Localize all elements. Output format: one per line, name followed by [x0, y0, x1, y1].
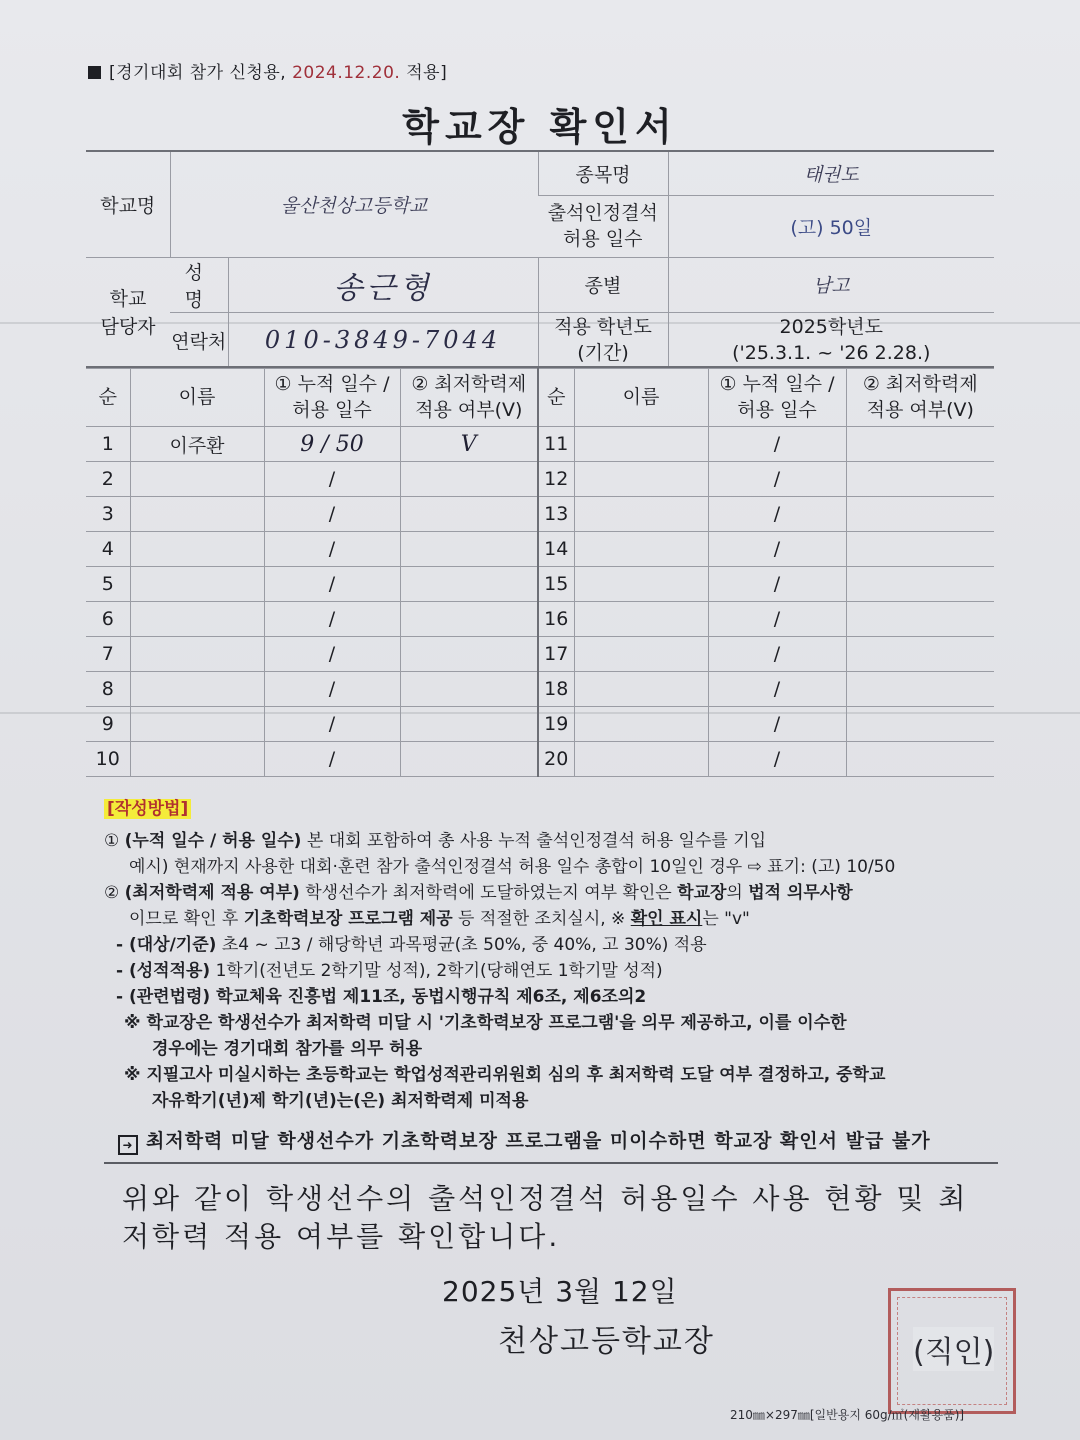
instruction-line: ※ 지필고사 미실시하는 초등학교는 학업성적관리위원회 심의 후 최저학력 도달 여부 결정하고, 중학교 — [124, 1065, 886, 1085]
row-days: / — [708, 532, 846, 567]
instruction-bold: 법적 의무사항 — [748, 883, 853, 903]
row-check — [846, 672, 994, 707]
row-days: / — [708, 672, 846, 707]
row-no: 20 — [538, 742, 574, 777]
absence-label-line2: 허용 일수 — [563, 228, 643, 250]
instruction-text: 이므로 확인 후 — [129, 909, 244, 929]
row-days: / — [264, 567, 400, 602]
row-days: 9 / 50 — [264, 427, 400, 462]
row-days: / — [264, 462, 400, 497]
row-check — [400, 602, 538, 637]
sport-value: 태권도 — [668, 151, 994, 195]
paper-spec: 210㎜×297㎜[일반용지 60g/㎡(재활용품)] — [730, 1408, 965, 1422]
year-label-line1: 적용 학년도 — [554, 316, 652, 338]
row-no: 15 — [538, 567, 574, 602]
absence-value: (고) 50일 — [668, 195, 994, 257]
row-name — [130, 532, 264, 567]
instruction-bold: 확인 표시 — [630, 909, 703, 929]
row-days: / — [708, 637, 846, 672]
absence-label-line1: 출석인정결석 — [547, 202, 658, 224]
name-label: 성 명 — [170, 257, 228, 312]
contact-value: 010-3849-7044 — [228, 312, 538, 368]
school-label: 학교명 — [86, 151, 170, 257]
row-name — [574, 672, 708, 707]
row-no: 9 — [86, 707, 130, 742]
table-row — [86, 742, 994, 777]
row-no: 3 — [86, 497, 130, 532]
col-days — [264, 367, 400, 427]
row-no: 5 — [86, 567, 130, 602]
manager-label-line1: 학교 — [109, 287, 147, 310]
info-table — [86, 150, 994, 369]
instruction-text: 1학기(전년도 2학기말 성적), 2학기(당해연도 1학기말 성적) — [210, 961, 663, 981]
table-row — [86, 707, 994, 742]
table-header — [86, 367, 994, 427]
instructions — [104, 796, 1004, 1114]
square-bullet-icon — [88, 66, 101, 79]
instruction-num: ① — [104, 831, 120, 851]
instruction-line: 예시) 현재까지 사용한 대회·훈련 참가 출석인정결석 허용 일수 총합이 10일인 경우 ⇨ 표기: (고) 10/50 — [129, 857, 896, 877]
row-check — [846, 567, 994, 602]
row-name — [130, 497, 264, 532]
row-check — [400, 672, 538, 707]
instruction-line — [104, 880, 1004, 906]
instruction-bold: - (대상/기준) — [116, 935, 217, 955]
row-no: 13 — [538, 497, 574, 532]
arrow-box-icon: ➜ — [118, 1135, 138, 1155]
row-check — [846, 462, 994, 497]
seal-label: (직인) — [913, 1327, 994, 1371]
instruction-bold: (누적 일수 / 허용 일수) — [124, 831, 302, 851]
col-no: 순 — [538, 367, 574, 427]
instruction-line: 자유학기(년)제 학기(년)는(은) 최저학력제 미적용 — [152, 1091, 529, 1111]
col-min-line1: ② 최저학력제 — [862, 373, 978, 395]
row-no: 10 — [86, 742, 130, 777]
instruction-bold: - (성적적용) — [116, 961, 211, 981]
row-no: 4 — [86, 532, 130, 567]
sport-label: 종목명 — [538, 151, 668, 195]
year-value-line2: ('25.3.1. ~ '26 2.28.) — [732, 342, 931, 364]
row-check — [400, 532, 538, 567]
col-min — [400, 367, 538, 427]
instruction-bold: (최저학력제 적용 여부) — [124, 883, 300, 903]
instructions-heading: [작성방법] — [104, 799, 191, 819]
row-check — [400, 707, 538, 742]
col-min-line2: 적용 여부(V) — [415, 399, 523, 421]
row-name — [574, 427, 708, 462]
instruction-text: 본 대회 포함하여 총 사용 누적 출석인정결석 허용 일수를 기입 — [301, 831, 767, 851]
contact-label: 연락처 — [170, 312, 228, 368]
row-no: 1 — [86, 427, 130, 462]
warning-note — [118, 1126, 931, 1155]
instruction-num: ② — [104, 883, 120, 903]
row-check — [400, 637, 538, 672]
row-days: / — [708, 707, 846, 742]
instruction-bold: 기초학력보장 프로그램 제공 — [243, 909, 453, 929]
header-note — [88, 58, 447, 83]
row-name — [130, 602, 264, 637]
type-value: 남고 — [668, 257, 994, 312]
instruction-line: ※ 학교장은 학생선수가 최저학력 미달 시 '기초학력보장 프로그램'을 의무 제공하고, 이를 이수한 — [124, 1013, 847, 1033]
col-min-line2: 적용 여부(V) — [866, 399, 974, 421]
header-note-date: 2024.12.20. — [292, 63, 401, 83]
row-no: 12 — [538, 462, 574, 497]
row-name — [574, 602, 708, 637]
athlete-table — [86, 366, 994, 777]
instruction-text: 는 "v" — [702, 909, 750, 929]
instruction-line: 경우에는 경기대회 참가를 의무 허용 — [152, 1039, 423, 1059]
row-days: / — [708, 427, 846, 462]
row-no: 18 — [538, 672, 574, 707]
col-days-line1: ① 누적 일수 / — [274, 373, 390, 395]
instruction-text: 등 적절한 조치실시, ※ — [452, 909, 631, 929]
row-check — [400, 567, 538, 602]
col-days-line2: 허용 일수 — [292, 399, 372, 421]
col-days-line2: 허용 일수 — [737, 399, 817, 421]
instruction-line: - (관련법령) 학교체육 진흥법 제11조, 동법시행규칙 제6조, 제6조의2 — [116, 987, 647, 1007]
row-days: / — [264, 742, 400, 777]
col-no: 순 — [86, 367, 130, 427]
year-value — [668, 312, 994, 368]
header-note-suffix: 적용] — [406, 63, 448, 83]
row-name — [130, 567, 264, 602]
row-name — [574, 497, 708, 532]
row-check — [400, 742, 538, 777]
table-row — [86, 567, 994, 602]
row-name — [574, 707, 708, 742]
row-check: V — [400, 427, 538, 462]
row-days: / — [264, 602, 400, 637]
warning-text: 최저학력 미달 학생선수가 기초학력보장 프로그램을 미이수하면 학교장 확인서 발급 불가 — [146, 1130, 931, 1152]
row-no: 8 — [86, 672, 130, 707]
instruction-line — [104, 958, 1004, 984]
row-no: 14 — [538, 532, 574, 567]
row-days: / — [708, 602, 846, 637]
col-min-line1: ② 최저학력제 — [411, 373, 527, 395]
row-check — [400, 497, 538, 532]
table-body — [86, 427, 994, 777]
principal-name: 천상고등학교장 — [498, 1324, 715, 1359]
row-no: 6 — [86, 602, 130, 637]
col-min — [846, 367, 994, 427]
row-name — [130, 637, 264, 672]
row-days: / — [264, 637, 400, 672]
school-value: 울산천상고등학교 — [170, 151, 538, 257]
row-check — [846, 637, 994, 672]
row-check — [400, 462, 538, 497]
table-row — [86, 462, 994, 497]
row-name: 이주환 — [130, 427, 264, 462]
instruction-line — [104, 828, 1004, 854]
absence-label — [538, 195, 668, 257]
row-days: / — [264, 497, 400, 532]
row-check — [846, 532, 994, 567]
col-days — [708, 367, 846, 427]
sign-date: 2025년 3월 12일 — [442, 1275, 678, 1308]
row-days: / — [264, 707, 400, 742]
table-row — [86, 637, 994, 672]
col-days-line1: ① 누적 일수 / — [719, 373, 835, 395]
row-check — [846, 742, 994, 777]
row-name — [574, 637, 708, 672]
table-row — [86, 427, 994, 462]
row-no: 16 — [538, 602, 574, 637]
table-row — [86, 497, 994, 532]
row-days: / — [264, 672, 400, 707]
row-no: 17 — [538, 637, 574, 672]
row-no: 7 — [86, 637, 130, 672]
row-check — [846, 707, 994, 742]
row-days: / — [708, 742, 846, 777]
year-label — [538, 312, 668, 368]
row-days: / — [708, 497, 846, 532]
row-no: 19 — [538, 707, 574, 742]
table-row — [86, 602, 994, 637]
document-title: 학교장 확인서 — [402, 105, 678, 149]
instruction-text: 의 — [726, 883, 749, 903]
row-name — [130, 462, 264, 497]
divider — [104, 1162, 998, 1164]
header-note-prefix: [경기대회 참가 신청용, — [109, 63, 287, 83]
col-name: 이름 — [130, 367, 264, 427]
col-name: 이름 — [574, 367, 708, 427]
table-row — [86, 532, 994, 567]
manager-label — [86, 257, 170, 368]
type-label: 종별 — [538, 257, 668, 312]
row-days: / — [708, 462, 846, 497]
row-name — [130, 742, 264, 777]
row-no: 11 — [538, 427, 574, 462]
confirmation-statement: 위와 같이 학생선수의 출석인정결석 허용일수 사용 현황 및 최저학력 적용 여부를 확인합니다. — [122, 1182, 969, 1253]
row-name — [574, 567, 708, 602]
table-row — [86, 672, 994, 707]
row-name — [130, 707, 264, 742]
year-label-line2: (기간) — [577, 342, 629, 364]
instruction-text: 학생선수가 최저학력에 도달하였는지 여부 확인은 — [299, 883, 678, 903]
row-name — [574, 462, 708, 497]
manager-label-line2: 담당자 — [100, 315, 156, 338]
row-days: / — [264, 532, 400, 567]
row-name — [130, 672, 264, 707]
row-no: 2 — [86, 462, 130, 497]
year-value-line1: 2025학년도 — [779, 316, 883, 338]
instruction-text: 초4 ~ 고3 / 해당학년 과목평균(초 50%, 중 40%, 고 30%) 적용 — [216, 935, 707, 955]
row-check — [846, 497, 994, 532]
row-name — [574, 532, 708, 567]
row-check — [846, 602, 994, 637]
row-days: / — [708, 567, 846, 602]
instruction-line — [104, 906, 1004, 932]
row-check — [846, 427, 994, 462]
instruction-line — [104, 932, 1004, 958]
row-name — [574, 742, 708, 777]
name-value: 송근형 — [228, 257, 538, 312]
official-seal — [888, 1288, 1016, 1414]
instruction-bold: 학교장 — [677, 883, 727, 903]
